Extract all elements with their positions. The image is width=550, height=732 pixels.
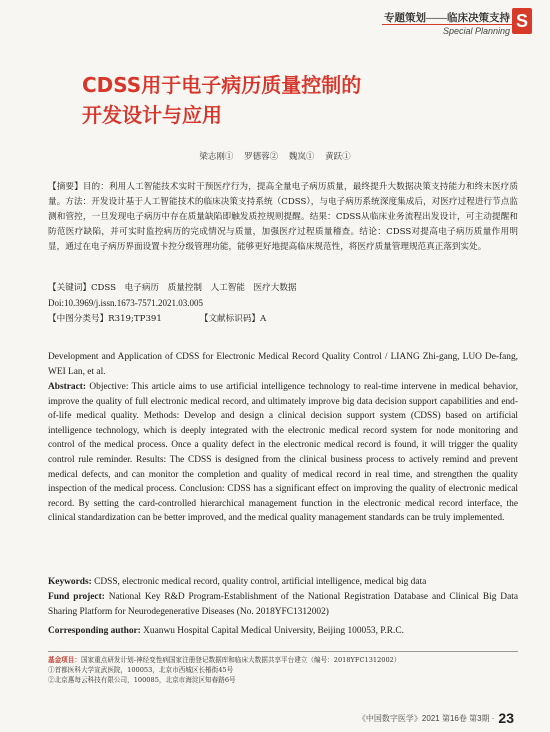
header-topic: 临床决策支持 <box>447 12 510 24</box>
page-footer <box>358 710 514 726</box>
chinese-abstract: 【摘要】目的：利用人工智能技术实时干预医疗行为，提高全量电子病历质量，最终提升大数据决策支持能力和终末医疗质量。方法：开发设计基于人工智能技术的临床决策支持系统（CDSS），与电子病历系统深度集成后，对医疗过程进行节点监测和管控，一旦发现电子病历中存在质量缺陷即触发质控规则提醒。结果：CDSS从临床业务流程出发设计，可主动提醒和防范医疗缺陷，并可实时监控病历的完成情况与质量，加强医疗过程质量稽查。结论：CDSS对提高电子病历质量作用明显，通过在电子病历界面设置卡控分级管理功能，能够更好地提高临床规范性，将医疗质量管理规范真正落到实处。 <box>48 182 518 252</box>
footnote-affiliation-2: ②北京惠每云科技有限公司，100085，北京市海淀区知春路6号 <box>48 676 236 684</box>
classification <box>48 312 518 327</box>
author: 黄跃① <box>325 152 351 162</box>
footnotes <box>48 655 518 685</box>
document-code: 【文献标识码】A <box>199 314 267 324</box>
footnote-rule <box>48 651 518 652</box>
corr-label: Corresponding author: <box>48 626 141 636</box>
keywords-label: Keywords: <box>48 577 92 587</box>
section-badge-icon: S <box>512 8 532 34</box>
doi: Doi:10.3969/j.issn.1673-7571.2021.03.005 <box>48 298 204 308</box>
header-section-en: Special Planning <box>442 26 510 36</box>
fund-text: National Key R&D Program-Establishment of the National Registration Database and Clinical Big Data Sharing Platform for Neurodegenerative Diseases (No. 2018YFC1312002) <box>48 592 519 617</box>
keywords-text: CDSS, electronic medical record, quality control, artificial intelligence, medical big data <box>91 577 427 587</box>
english-abstract <box>48 380 518 526</box>
corr-text: Xuanwu Hospital Capital Medical University, Beijing 100053, P.R.C. <box>140 626 404 636</box>
abstract-text: Objective: This article aims to use artificial intelligence technology to real-time intervene in medical behavior, improve the quality of full electronic medical record, and ultimately improve big data decision support capabilities and end-of-life medical quality. Methods: Develop and design a clinical decision support system (CDSS) based on artificial intelligence technology, which is deeply integrated with the electronic medical record system for node monitoring and control of the medical process. Once a quality defect in the electronic medical record is found, it will trigger the quality control rule reminder. Results: The CDSS is designed from the clinical business process to actively remind and prevent medical defects, and can monitor the completion and quality of medical record in real time, and strengthen the quality inspection of the medical process. Conclusion: CDSS has a significant effect on improving the quality of electronic medical record. By setting the card-controlled hierarchical management function in the electronic medical record interface, the clinical standardization can be better improved, and the medical quality management standards can be truly implemented. <box>48 382 518 524</box>
running-header <box>384 10 510 36</box>
chinese-keywords: 【关键词】CDSS 电子病历 质量控制 人工智能 医疗大数据 <box>48 283 297 293</box>
header-separator: —— <box>426 12 447 24</box>
fund-label: Fund project: <box>48 592 105 602</box>
journal-citation: 《中国数字医学》2021 第16卷 第3期 · <box>357 714 495 723</box>
author: 罗德蓉② <box>244 152 279 162</box>
english-keywords <box>48 575 518 590</box>
header-rule <box>382 24 512 25</box>
english-fund <box>48 590 518 619</box>
english-title: Development and Application of CDSS for Electronic Medical Record Quality Control / LIANG Zhi-gang, LUO De-fang, WEI Lan, et al. <box>48 352 518 377</box>
author-list <box>0 150 550 162</box>
clc-number: 【中图分类号】R319;TP391 <box>48 314 162 324</box>
author: 魏岚① <box>288 152 315 162</box>
author: 梁志刚① <box>199 152 234 162</box>
article-title <box>82 70 482 130</box>
title-line-1: CDSS用于电子病历质量控制的 <box>82 73 362 97</box>
title-line-2: 开发设计与应用 <box>82 103 222 127</box>
footnote-fund <box>48 655 518 665</box>
corresponding-author <box>48 624 518 639</box>
header-section-label: 专题策划 <box>384 12 426 24</box>
page-number: 23 <box>498 710 514 726</box>
abstract-label: Abstract: <box>48 382 87 392</box>
footnote-fund-text: 国家重点研发计划-神经变性病国家注册登记数据库和临床大数据共享平台建立（编号：2018YFC1312002） <box>80 656 401 664</box>
header-section <box>384 10 510 25</box>
footnote-fund-label: 基金项目： <box>48 656 81 664</box>
footnote-affiliation-1: ①首都医科大学宣武医院，100053，北京市西城区长椿街45号 <box>48 666 234 674</box>
